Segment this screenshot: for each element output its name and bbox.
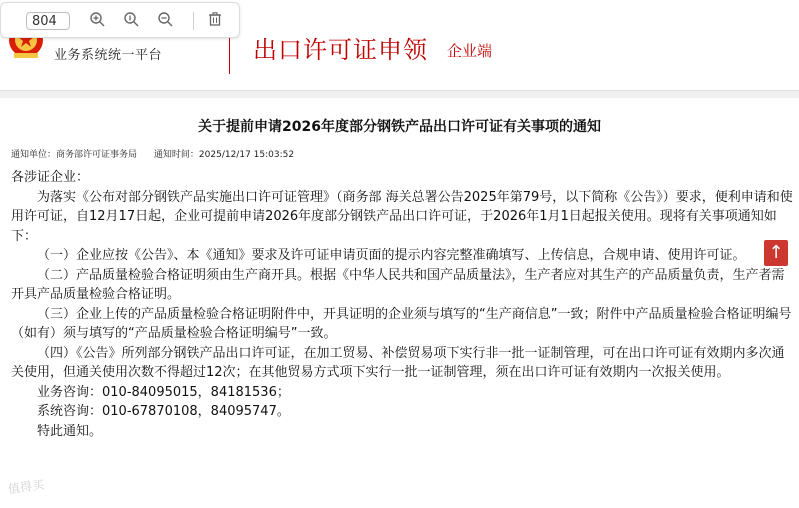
notice-body bbox=[11, 168, 796, 441]
toolbar-divider bbox=[193, 12, 194, 30]
notice-unit-label: 通知单位： bbox=[11, 150, 57, 160]
item-1-paragraph: （一）企业应按《公告》、本《通知》要求及许可证申请页面的提示内容完整准确填写、上传信息，合规申请、使用许可证。 bbox=[37, 248, 746, 263]
watermark-text: 值得买 bbox=[7, 477, 45, 497]
salutation: 各涉证企业： bbox=[11, 170, 90, 185]
intro-paragraph: 为落实《公布对部分钢铁产品实施出口许可证管理》（商务部 海关总署公告2025年第79号，以下简称《公告》）要求，便利申请和使用许可证，自12月17日起，企业可提前申请2026年度部分钢铁产品出口许可证，于2026年1月1日起报关使用。现将有关事项通知如下： bbox=[11, 189, 793, 244]
item-3-paragraph: （三）企业上传的产品质量检验合格证明附件中，开具证明的企业须与填写的“生产商信息”一致；附件中产品质量检验合格证明编号（如有）须与填写的“产品质量检验合格证明编号”一致。 bbox=[11, 306, 792, 341]
closing-line: 特此通知。 bbox=[37, 423, 103, 439]
trash-icon[interactable] bbox=[205, 11, 225, 31]
zoom-out-icon[interactable] bbox=[155, 11, 175, 31]
page-number-input[interactable] bbox=[26, 12, 70, 30]
system-title: 出口许可证申领 bbox=[253, 36, 428, 64]
notice-unit-value: 商务部许可证事务局 bbox=[56, 150, 138, 160]
platform-name: 业务系统统一平台 bbox=[54, 48, 163, 63]
zoom-in-icon[interactable] bbox=[87, 11, 107, 31]
notice-time-value: 2025/12/17 15:03:52 bbox=[198, 150, 295, 160]
back-to-top-button[interactable]: ↑ bbox=[764, 240, 788, 266]
pdf-toolbar bbox=[0, 2, 240, 38]
item-4-paragraph: （四）《公告》所列部分钢铁产品出口许可证，在加工贸易、补偿贸易项下实行非一批一证制管理，可在出口许可证有效期内多次通关使用，但通关使用次数不得超过12次；在其他贸易方式项下实行一批一证制管理，须在出口许可证有效期内一次报关使用。 bbox=[11, 345, 785, 380]
header-divider bbox=[229, 34, 230, 74]
notice-time-label: 通知时间： bbox=[153, 150, 199, 160]
notice-unit bbox=[11, 150, 137, 160]
notice-document bbox=[0, 98, 799, 508]
notice-meta bbox=[11, 147, 308, 160]
system-subtitle: 企业端 bbox=[447, 42, 493, 60]
zoom-reset-icon[interactable] bbox=[121, 11, 141, 31]
system-contact: 系统咨询：010-67870108，84095747。 bbox=[37, 404, 290, 419]
notice-time bbox=[154, 150, 294, 160]
notice-title: 关于提前申请2026年度部分钢铁产品出口许可证有关事项的通知 bbox=[198, 119, 601, 135]
item-2-paragraph: （二）产品质量检验合格证明须由生产商开具。根据《中华人民共和国产品质量法》，生产者应对其生产的产品质量负责，生产者需开具产品质量检验合格证明。 bbox=[11, 267, 785, 302]
business-contact: 业务咨询：010-84095015，84181536； bbox=[37, 384, 290, 400]
